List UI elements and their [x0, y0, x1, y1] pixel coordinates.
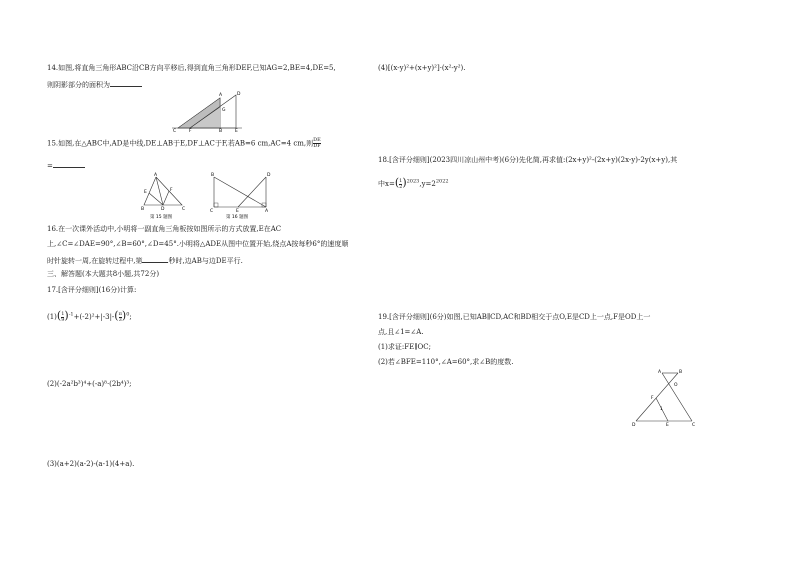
line-bd	[636, 373, 678, 421]
triangle-abc	[144, 177, 182, 205]
q15-fraction	[313, 138, 321, 149]
label-e: E	[666, 423, 669, 428]
q15-frac-num: DE	[313, 137, 321, 143]
q17-p1-pre: (1)	[47, 313, 57, 321]
q17-p1-end: ;	[129, 313, 132, 321]
line-ac	[662, 373, 692, 421]
label-c: C	[173, 129, 177, 132]
paren-close: )	[402, 176, 407, 189]
q17-part1	[47, 309, 132, 324]
paren-open: (	[394, 176, 400, 189]
q19-figure	[632, 368, 698, 428]
q14-line2	[47, 79, 142, 90]
paren-close-2: )	[121, 309, 127, 322]
q16-line2: 上,∠C=∠DAE=90°,∠B=60°,∠D=45°.小明将△ADE从图中位置开始,绕点A按每秒6°的速度顺	[47, 240, 349, 248]
label-d: D	[237, 92, 241, 97]
label-b: B	[211, 173, 215, 178]
label-a: A	[219, 93, 223, 98]
label-c: C	[210, 209, 214, 214]
q16-figure	[208, 171, 272, 221]
label-d: D	[267, 173, 271, 178]
q15-figure	[138, 171, 190, 221]
q15-answer-blank[interactable]	[53, 160, 85, 168]
q18-frac-d: 2	[399, 183, 403, 190]
q14-line2-text: 则阴影部分的面积为	[47, 81, 110, 89]
label-b: B	[141, 207, 145, 212]
label-e: E	[236, 209, 239, 214]
q16-line3-text: 时针旋转一周,在旋转过程中,第	[47, 257, 143, 265]
q15-caption: 第 15 题图	[150, 215, 173, 220]
paren-close: )	[64, 309, 69, 322]
q18-line2-pre: 中x=	[378, 180, 395, 188]
label-b: B	[679, 370, 683, 375]
q16-line3	[47, 255, 243, 266]
label-g: G	[222, 108, 226, 113]
label-e: E	[235, 129, 238, 132]
q17-p1-exp1: -1	[68, 311, 74, 318]
q17-part3: (3)(a+2)(a-2)-(a-1)(4+a).	[47, 460, 135, 468]
label-d: D	[161, 207, 165, 212]
right-angle-c	[214, 203, 218, 207]
q16-line1: 16.在一次课外活动中,小明将一副直角三角板按如图所示的方式放置,E在AC	[47, 225, 282, 233]
q19-line1: 19.[含评分细则](6分)如图,已知AB∥CD,AC和BD相交于点O,E是CD上一点,F是OD上一	[378, 313, 651, 321]
q18-line1: 18.[含评分细则](2023四川凉山州中考)(6分)先化简,再求值:(2x+y)²-(2x+y)(2x-y)-2y(x+y),其	[378, 156, 678, 164]
q16-answer-blank[interactable]	[142, 255, 168, 263]
q14-line1: 14.如图,将直角三角形ABC沿CB方向平移后,得到直角三角形DEF,已知AG=2,BE=4,DE=5,	[47, 64, 336, 72]
q17-part2: (2)(-2a²b³)⁴+(-a)⁸·(2b⁴)³;	[47, 380, 132, 388]
q18-exp: 2023	[406, 178, 420, 185]
q15-line2	[47, 160, 85, 171]
paren-open-2: (	[114, 309, 119, 322]
q19-line2: 点,且∠1=∠A.	[378, 328, 424, 336]
q15-frac-den: DF	[313, 143, 321, 149]
q18-exp2: 2022	[435, 178, 449, 185]
perp-df	[163, 191, 169, 205]
q16-caption: 第 16 题图	[226, 215, 249, 220]
q18-line2-post: ,y=2	[419, 180, 436, 188]
q15-line1	[47, 138, 321, 149]
q19-line3: (1)求证:FE∥OC;	[378, 343, 431, 351]
q14-answer-blank[interactable]	[110, 79, 142, 87]
perp-de	[149, 193, 163, 205]
label-c: C	[692, 423, 696, 428]
label-f: F	[189, 129, 192, 132]
label-b: B	[219, 129, 223, 132]
label-a: A	[265, 209, 269, 214]
q15-line1-text: 15.如图,在△ABC中,AD是中线,DE⊥AB于E,DF⊥AC于F,若AB=6 cm,AC=4 cm,则	[47, 139, 314, 148]
q16-line3b-text: 秒时,边AB与边DE平行.	[168, 257, 243, 265]
q15-line2-text: =	[47, 162, 53, 170]
label-a: A	[658, 370, 662, 375]
section-3-heading: 三、解答题(本大题共8小题,共72分)	[47, 270, 160, 278]
label-f: F	[651, 396, 654, 401]
q19-line4: (2)若∠BFE=110°,∠A=60°,求∠B的度数.	[378, 358, 514, 366]
q17-part4: (4)[(x-y)²+(x+y)²]·(x²-y²).	[378, 64, 466, 72]
label-f: F	[170, 188, 173, 193]
q17-heading: 17.[含评分细则](16分)计算:	[47, 286, 137, 294]
label-c: C	[182, 207, 186, 212]
q17-p1-frac2-d: 3	[118, 316, 122, 323]
q18-line2	[378, 176, 449, 191]
q17-p1-frac-n: 1	[61, 310, 65, 317]
label-o: O	[674, 383, 678, 388]
q17-p1-frac2-n: π	[118, 310, 122, 317]
label-a: A	[154, 173, 158, 178]
side-de	[238, 177, 266, 207]
paren-open: (	[56, 309, 62, 322]
q17-p1-mid: +(-2)²+|-3|-	[73, 313, 115, 321]
label-d: D	[632, 423, 636, 428]
q17-p1-exp2: 0	[126, 311, 130, 318]
q14-figure	[168, 90, 248, 132]
label-e: E	[144, 190, 147, 195]
q17-p1-frac-d: 9	[61, 316, 65, 323]
q18-frac-n: 1	[399, 177, 403, 184]
label-1: 1	[660, 406, 663, 411]
side-ba	[214, 177, 266, 207]
